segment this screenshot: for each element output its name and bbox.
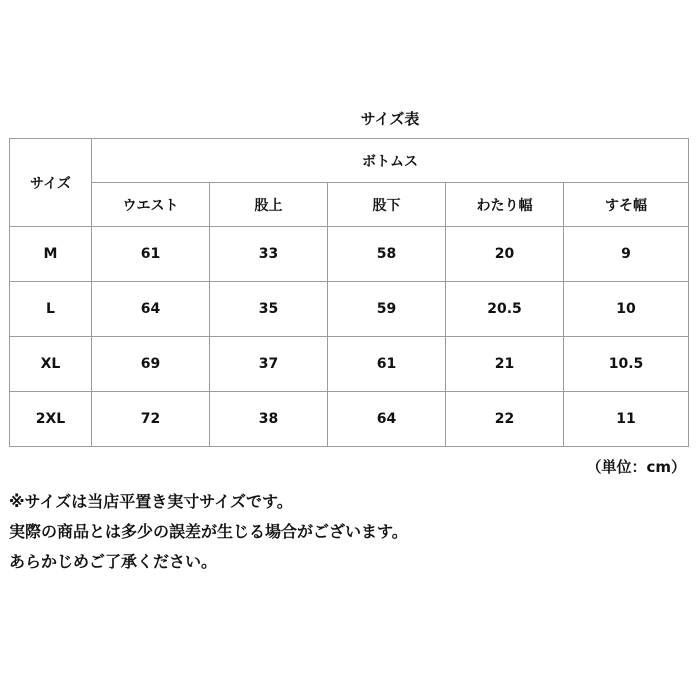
table-row (10, 282, 689, 337)
size-table (9, 138, 689, 447)
note-line: ※サイズは当店平置き実寸サイズです。 (9, 492, 293, 511)
table-cell: 10 (564, 282, 689, 337)
table-row (10, 392, 689, 447)
table-row (10, 227, 689, 282)
table-cell: 20.5 (446, 282, 564, 337)
table-cell: 9 (564, 227, 689, 282)
table-cell: 61 (92, 227, 210, 282)
table-cell: 59 (328, 282, 446, 337)
table-cell: 22 (446, 392, 564, 447)
table-cell: 33 (210, 227, 328, 282)
size-label: 2XL (10, 392, 92, 447)
column-header-rise: 股上 (210, 183, 328, 227)
size-column-header: サイズ (10, 139, 92, 227)
table-cell: 58 (328, 227, 446, 282)
column-header-waist: ウエスト (92, 183, 210, 227)
table-subheader-row (10, 183, 689, 227)
column-header-inseam: 股下 (328, 183, 446, 227)
table-cell: 69 (92, 337, 210, 392)
unit-note: （単位：cm） (586, 458, 686, 476)
table-cell: 20 (446, 227, 564, 282)
table-cell: 37 (210, 337, 328, 392)
bottoms-group-header: ボトムス (92, 139, 689, 183)
size-label: XL (10, 337, 92, 392)
size-label: M (10, 227, 92, 282)
size-label: L (10, 282, 92, 337)
table-cell: 11 (564, 392, 689, 447)
table-cell: 35 (210, 282, 328, 337)
table-cell: 10.5 (564, 337, 689, 392)
table-row (10, 337, 689, 392)
notes-block (9, 487, 689, 577)
table-cell: 64 (92, 282, 210, 337)
note-line: あらかじめご了承ください。 (9, 552, 218, 571)
column-header-thigh: わたり幅 (446, 183, 564, 227)
table-header-row (10, 139, 689, 183)
table-cell: 38 (210, 392, 328, 447)
table-cell: 21 (446, 337, 564, 392)
note-line: 実際の商品とは多少の誤差が生じる場合がございます。 (9, 522, 408, 541)
size-table-title: サイズ表 (360, 110, 420, 128)
table-cell: 72 (92, 392, 210, 447)
table-cell: 61 (328, 337, 446, 392)
column-header-hem: すそ幅 (564, 183, 689, 227)
table-cell: 64 (328, 392, 446, 447)
